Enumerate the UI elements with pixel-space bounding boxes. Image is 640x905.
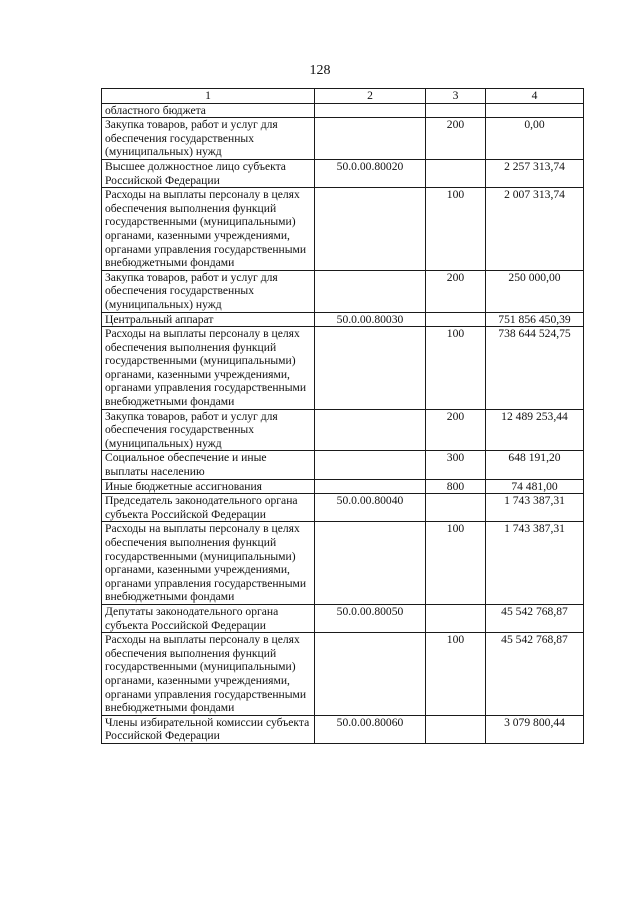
row-name-cell: областного бюджета	[102, 103, 315, 118]
row-amount-cell: 45 542 768,87	[486, 604, 584, 632]
row-expense-type-cell	[426, 715, 486, 743]
column-header-2: 2	[315, 89, 426, 104]
row-expense-type-cell: 100	[426, 633, 486, 716]
column-header-4: 4	[486, 89, 584, 104]
row-code-cell	[315, 409, 426, 451]
table-row	[102, 103, 584, 118]
table-row	[102, 522, 584, 605]
table-row	[102, 633, 584, 716]
row-amount-cell	[486, 103, 584, 118]
row-name-cell: Расходы на выплаты персоналу в целях обеспечения выполнения функций государственными (муниципальными) органами, казенными учреждениями, органами управления государственными внебюджетными фондами	[102, 633, 315, 716]
table-row	[102, 451, 584, 479]
row-amount-cell: 12 489 253,44	[486, 409, 584, 451]
row-code-cell: 50.0.00.80040	[315, 494, 426, 522]
row-amount-cell: 648 191,20	[486, 451, 584, 479]
row-expense-type-cell	[426, 604, 486, 632]
row-amount-cell: 2 257 313,74	[486, 159, 584, 187]
row-code-cell	[315, 479, 426, 494]
row-name-cell: Расходы на выплаты персоналу в целях обеспечения выполнения функций государственными (муниципальными) органами, казенными учреждениями, органами управления государственными внебюджетными фондами	[102, 522, 315, 605]
row-name-cell: Закупка товаров, работ и услуг для обеспечения государственных (муниципальных) нужд	[102, 270, 315, 312]
budget-table-body	[102, 89, 584, 744]
row-name-cell: Члены избирательной комиссии субъекта Российской Федерации	[102, 715, 315, 743]
row-name-cell: Высшее должностное лицо субъекта Российской Федерации	[102, 159, 315, 187]
row-amount-cell: 738 644 524,75	[486, 327, 584, 410]
row-amount-cell: 751 856 450,39	[486, 312, 584, 327]
row-code-cell	[315, 103, 426, 118]
row-expense-type-cell: 200	[426, 118, 486, 160]
table-row	[102, 188, 584, 271]
row-name-cell: Депутаты законодательного органа субъекта Российской Федерации	[102, 604, 315, 632]
row-name-cell: Расходы на выплаты персоналу в целях обеспечения выполнения функций государственными (муниципальными) органами, казенными учреждениями, органами управления государственными внебюджетными фондами	[102, 188, 315, 271]
row-code-cell	[315, 451, 426, 479]
row-expense-type-cell: 200	[426, 409, 486, 451]
table-header-row	[102, 89, 584, 104]
page-number: 128	[309, 63, 331, 78]
row-amount-cell: 1 743 387,31	[486, 522, 584, 605]
row-amount-cell: 0,00	[486, 118, 584, 160]
row-amount-cell: 1 743 387,31	[486, 494, 584, 522]
row-code-cell: 50.0.00.80060	[315, 715, 426, 743]
row-name-cell: Расходы на выплаты персоналу в целях обеспечения выполнения функций государственными (муниципальными) органами, казенными учреждениями, органами управления государственными внебюджетными фондами	[102, 327, 315, 410]
row-name-cell: Центральный аппарат	[102, 312, 315, 327]
row-code-cell	[315, 327, 426, 410]
row-name-cell: Закупка товаров, работ и услуг для обеспечения государственных (муниципальных) нужд	[102, 409, 315, 451]
row-code-cell	[315, 270, 426, 312]
column-header-3: 3	[426, 89, 486, 104]
row-name-cell: Закупка товаров, работ и услуг для обеспечения государственных (муниципальных) нужд	[102, 118, 315, 160]
table-row	[102, 604, 584, 632]
row-amount-cell: 3 079 800,44	[486, 715, 584, 743]
row-amount-cell: 2 007 313,74	[486, 188, 584, 271]
row-expense-type-cell	[426, 159, 486, 187]
row-amount-cell: 45 542 768,87	[486, 633, 584, 716]
row-code-cell	[315, 118, 426, 160]
row-expense-type-cell: 100	[426, 327, 486, 410]
row-name-cell: Иные бюджетные ассигнования	[102, 479, 315, 494]
table-row	[102, 270, 584, 312]
table-row	[102, 159, 584, 187]
row-expense-type-cell: 100	[426, 522, 486, 605]
row-expense-type-cell	[426, 494, 486, 522]
row-code-cell	[315, 522, 426, 605]
row-name-cell: Председатель законодательного органа субъекта Российской Федерации	[102, 494, 315, 522]
column-header-1: 1	[102, 89, 315, 104]
row-amount-cell: 74 481,00	[486, 479, 584, 494]
row-expense-type-cell	[426, 103, 486, 118]
budget-table	[101, 88, 584, 744]
row-code-cell: 50.0.00.80020	[315, 159, 426, 187]
table-row	[102, 118, 584, 160]
row-name-cell: Социальное обеспечение и иные выплаты населению	[102, 451, 315, 479]
row-expense-type-cell: 200	[426, 270, 486, 312]
row-expense-type-cell	[426, 312, 486, 327]
table-row	[102, 494, 584, 522]
table-row	[102, 715, 584, 743]
row-code-cell: 50.0.00.80030	[315, 312, 426, 327]
table-row	[102, 409, 584, 451]
row-expense-type-cell: 300	[426, 451, 486, 479]
table-row	[102, 327, 584, 410]
row-code-cell	[315, 633, 426, 716]
row-amount-cell: 250 000,00	[486, 270, 584, 312]
row-code-cell: 50.0.00.80050	[315, 604, 426, 632]
table-row	[102, 479, 584, 494]
row-expense-type-cell: 100	[426, 188, 486, 271]
table-row	[102, 312, 584, 327]
row-code-cell	[315, 188, 426, 271]
row-expense-type-cell: 800	[426, 479, 486, 494]
